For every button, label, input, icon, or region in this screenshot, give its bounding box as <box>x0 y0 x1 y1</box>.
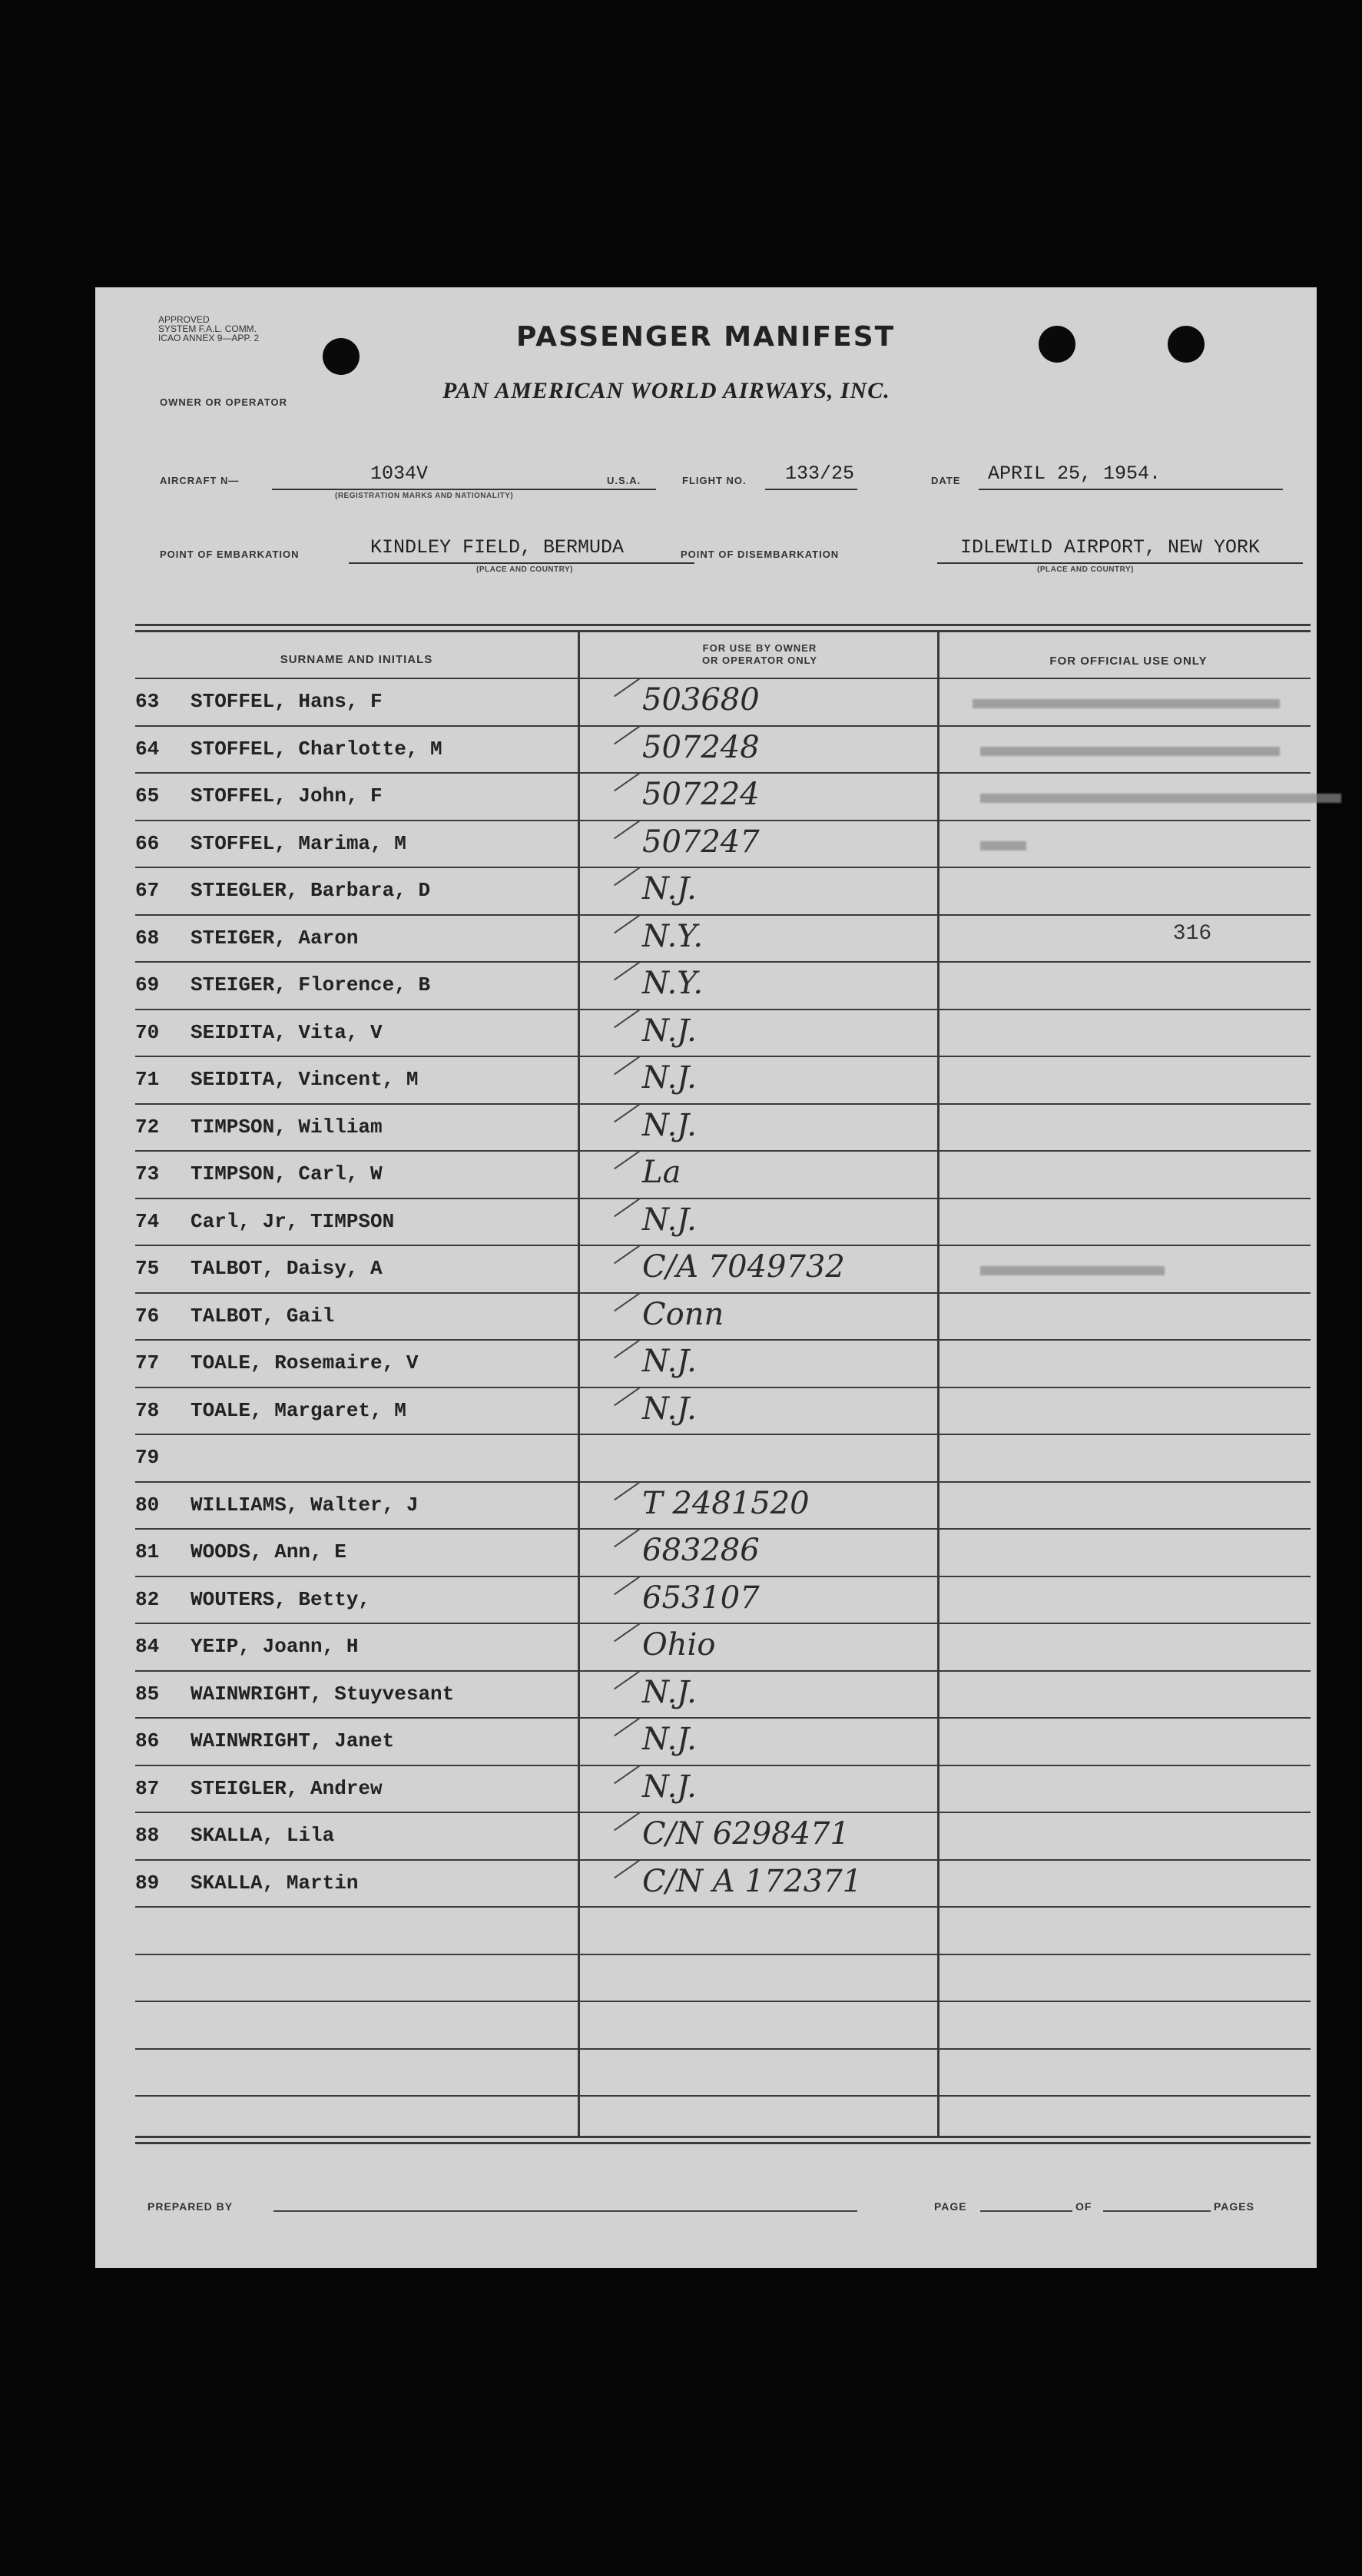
table-top-rule <box>135 630 1311 632</box>
prepared-by-label: PREPARED BY <box>147 2200 234 2213</box>
row-number: 85 <box>135 1682 160 1706</box>
check-mark <box>614 1670 640 1689</box>
manifest-sheet <box>95 287 1317 2268</box>
check-mark <box>614 1718 640 1737</box>
date-value: APRIL 25, 1954. <box>988 462 1162 485</box>
check-mark <box>614 1765 640 1784</box>
passenger-name: TALBOT, Daisy, A <box>191 1257 383 1280</box>
punch-hole <box>1039 326 1075 363</box>
row-number: 79 <box>135 1446 160 1469</box>
passenger-name: WAINWRIGHT, Janet <box>191 1729 395 1752</box>
table-row <box>135 727 1318 774</box>
passenger-name: TIMPSON, William <box>191 1115 383 1139</box>
of-label: OF <box>1075 2200 1092 2213</box>
table-row <box>135 963 1318 1010</box>
row-number: 64 <box>135 737 160 761</box>
row-number: 84 <box>135 1635 160 1658</box>
owner-entry: N.Y. <box>642 966 704 1001</box>
row-number: 73 <box>135 1162 160 1185</box>
date-underline <box>979 489 1283 490</box>
passenger-name: STOFFEL, Marima, M <box>191 831 406 855</box>
airline-name: PAN AMERICAN WORLD AIRWAYS, INC. <box>442 378 890 403</box>
official-entry: 316 <box>1172 921 1212 946</box>
row-rule <box>135 2001 1311 2002</box>
owner-entry: N.J. <box>642 1674 697 1710</box>
aircraft-caption: (REGISTRATION MARKS AND NATIONALITY) <box>335 492 514 500</box>
row-number: 74 <box>135 1209 160 1233</box>
table-row <box>135 1435 1318 1482</box>
flight-value: 133/25 <box>785 462 855 485</box>
prepared-by-line <box>273 2210 857 2212</box>
owner-entry: C/N 6298471 <box>642 1816 850 1852</box>
owner-entry: 507247 <box>642 824 760 860</box>
approval-stamp <box>158 315 259 343</box>
page-label: PAGE <box>934 2200 967 2213</box>
table-row <box>135 1341 1318 1387</box>
owner-entry: N.J. <box>642 1060 697 1096</box>
redaction-smear <box>980 794 1341 803</box>
check-mark <box>614 773 640 792</box>
check-mark <box>614 1198 640 1217</box>
owner-entry: N.J. <box>642 1202 697 1238</box>
table-row <box>135 1057 1318 1104</box>
owner-entry: N.Y. <box>642 918 704 954</box>
embark-label: POINT OF EMBARKATION <box>160 549 300 560</box>
owner-entry: N.J. <box>642 1722 697 1757</box>
row-number: 78 <box>135 1398 160 1422</box>
table-row <box>135 1152 1318 1198</box>
owner-entry: N.J. <box>642 1391 697 1427</box>
row-number: 70 <box>135 1020 160 1044</box>
row-number: 65 <box>135 784 160 807</box>
disembark-value: IDLEWILD AIRPORT, NEW YORK <box>960 536 1261 559</box>
passenger-name: STEIGLER, Andrew <box>191 1776 383 1800</box>
table-row <box>135 1530 1318 1576</box>
row-number: 80 <box>135 1493 160 1517</box>
owner-entry: 683286 <box>642 1533 760 1568</box>
row-number: 71 <box>135 1068 160 1091</box>
owner-entry: T 2481520 <box>642 1485 810 1521</box>
col-header-owner-line: OR OPERATOR ONLY <box>701 655 818 666</box>
table-row <box>135 1766 1318 1813</box>
page-title: PASSENGER MANIFEST <box>516 321 896 353</box>
row-number: 68 <box>135 926 160 950</box>
approval-line: ICAO ANNEX 9—APP. 2 <box>158 333 260 343</box>
punch-hole <box>1168 326 1205 363</box>
check-mark <box>614 678 640 698</box>
row-rule <box>135 1906 1311 1908</box>
passenger-name: WILLIAMS, Walter, J <box>191 1493 419 1517</box>
row-number: 87 <box>135 1776 160 1800</box>
check-mark <box>614 1103 640 1122</box>
owner-entry: Ohio <box>642 1627 716 1663</box>
passenger-name: SEIDITA, Vincent, M <box>191 1068 419 1091</box>
row-number: 89 <box>135 1871 160 1895</box>
table-row <box>135 1199 1318 1246</box>
col-header-surname: SURNAME AND INITIALS <box>280 653 433 666</box>
row-number: 63 <box>135 690 160 713</box>
row-rule <box>135 2048 1311 2050</box>
table-row <box>135 679 1318 726</box>
owner-entry: 653107 <box>642 1580 760 1616</box>
table-row <box>135 1861 1318 1908</box>
owner-entry: N.J. <box>642 1107 697 1143</box>
of-line <box>1103 2210 1211 2212</box>
punch-hole <box>323 338 360 375</box>
table-row <box>135 868 1318 915</box>
check-mark <box>614 1340 640 1359</box>
passenger-name: WOODS, Ann, E <box>191 1540 346 1563</box>
approval-line: APPROVED <box>158 314 210 325</box>
embark-underline <box>349 562 694 564</box>
passenger-name: YEIP, Joann, H <box>191 1635 359 1658</box>
check-mark <box>614 1576 640 1595</box>
passenger-name: TOALE, Margaret, M <box>191 1398 406 1422</box>
owner-label: OWNER OR OPERATOR <box>160 396 288 408</box>
table-row <box>135 821 1318 868</box>
table-row <box>135 1294 1318 1341</box>
passenger-name: Carl, Jr, TIMPSON <box>191 1209 395 1233</box>
col-header-owner-line: FOR USE BY OWNER <box>702 642 817 654</box>
check-mark <box>614 1056 640 1076</box>
owner-entry: 507224 <box>642 777 760 812</box>
owner-entry: N.J. <box>642 1769 697 1805</box>
check-mark <box>614 1623 640 1643</box>
aircraft-value: 1034V <box>370 462 429 485</box>
embark-value: KINDLEY FIELD, BERMUDA <box>370 536 625 559</box>
disembark-label: POINT OF DISEMBARKATION <box>681 549 840 560</box>
passenger-name: SKALLA, Martin <box>191 1871 359 1895</box>
owner-entry: N.J. <box>642 871 697 907</box>
owner-entry: C/N A 172371 <box>642 1863 863 1899</box>
usa-label: U.S.A. <box>607 475 641 486</box>
passenger-name: TIMPSON, Carl, W <box>191 1162 383 1185</box>
check-mark <box>614 1529 640 1548</box>
table-row <box>135 1246 1318 1293</box>
passenger-name: STOFFEL, Charlotte, M <box>191 737 442 761</box>
row-number: 76 <box>135 1304 160 1328</box>
row-number: 67 <box>135 879 160 902</box>
flight-underline <box>765 489 857 490</box>
check-mark <box>614 1245 640 1265</box>
date-label: DATE <box>931 475 961 486</box>
flight-label: FLIGHT NO. <box>682 475 747 486</box>
passenger-name: STOFFEL, Hans, F <box>191 690 383 713</box>
approval-line: SYSTEM F.A.L. COMM. <box>158 323 257 334</box>
embark-caption: (PLACE AND COUNTRY) <box>476 565 573 574</box>
table-row <box>135 1624 1318 1671</box>
check-mark <box>614 1859 640 1878</box>
row-rule <box>135 2095 1311 2097</box>
table-row <box>135 1483 1318 1530</box>
row-number: 81 <box>135 1540 160 1563</box>
owner-entry: La <box>642 1155 681 1190</box>
row-number: 69 <box>135 973 160 996</box>
table-row <box>135 1010 1318 1057</box>
owner-entry: Conn <box>642 1296 724 1332</box>
owner-entry: 507248 <box>642 729 760 765</box>
row-number: 88 <box>135 1824 160 1847</box>
check-mark <box>614 725 640 744</box>
table-bottom-rule <box>135 2136 1311 2138</box>
disembark-underline <box>937 562 1303 564</box>
passenger-name: TOALE, Rosemaire, V <box>191 1351 419 1374</box>
table-row <box>135 1672 1318 1719</box>
check-mark <box>614 1481 640 1500</box>
check-mark <box>614 1292 640 1311</box>
owner-entry: N.J. <box>642 1344 697 1379</box>
row-number: 86 <box>135 1729 160 1752</box>
pages-label: PAGES <box>1214 2200 1254 2213</box>
page-line <box>980 2210 1072 2212</box>
redaction-smear <box>980 1266 1165 1275</box>
table-bottom-rule <box>135 2142 1311 2144</box>
table-row <box>135 1577 1318 1624</box>
redaction-smear <box>973 699 1280 708</box>
check-mark <box>614 1812 640 1832</box>
passenger-name: WAINWRIGHT, Stuyvesant <box>191 1682 455 1706</box>
check-mark <box>614 962 640 981</box>
passenger-name: STIEGLER, Barbara, D <box>191 879 431 902</box>
table-row <box>135 916 1318 963</box>
table-row <box>135 1719 1318 1765</box>
table-row <box>135 774 1318 821</box>
passenger-name: SKALLA, Lila <box>191 1824 335 1847</box>
check-mark <box>614 867 640 887</box>
col-header-owner <box>595 642 925 667</box>
row-number: 66 <box>135 831 160 855</box>
check-mark <box>614 1009 640 1028</box>
owner-entry: N.J. <box>642 1013 697 1049</box>
passenger-name: STEIGER, Florence, B <box>191 973 431 996</box>
table-row <box>135 1388 1318 1435</box>
owner-entry: C/A 7049732 <box>642 1249 845 1285</box>
row-number: 72 <box>135 1115 160 1139</box>
aircraft-underline <box>272 489 656 490</box>
passenger-name: STOFFEL, John, F <box>191 784 383 807</box>
passenger-name: SEIDITA, Vita, V <box>191 1020 383 1044</box>
row-number: 75 <box>135 1257 160 1280</box>
aircraft-label: AIRCRAFT N— <box>160 475 240 486</box>
check-mark <box>614 914 640 933</box>
table-row <box>135 1813 1318 1860</box>
row-number: 82 <box>135 1587 160 1611</box>
check-mark <box>614 820 640 839</box>
table-row <box>135 1105 1318 1152</box>
check-mark <box>614 1151 640 1170</box>
passenger-name: WOUTERS, Betty, <box>191 1587 371 1611</box>
disembark-caption: (PLACE AND COUNTRY) <box>1037 565 1134 574</box>
redaction-smear <box>980 747 1280 756</box>
col-header-official: FOR OFFICIAL USE ONLY <box>1049 655 1208 668</box>
table-top-rule <box>135 624 1311 626</box>
check-mark <box>614 1387 640 1406</box>
row-number: 77 <box>135 1351 160 1374</box>
row-rule <box>135 1954 1311 1955</box>
passenger-name: TALBOT, Gail <box>191 1304 335 1328</box>
redaction-smear <box>980 841 1026 850</box>
passenger-name: STEIGER, Aaron <box>191 926 359 950</box>
owner-entry: 503680 <box>642 682 760 718</box>
